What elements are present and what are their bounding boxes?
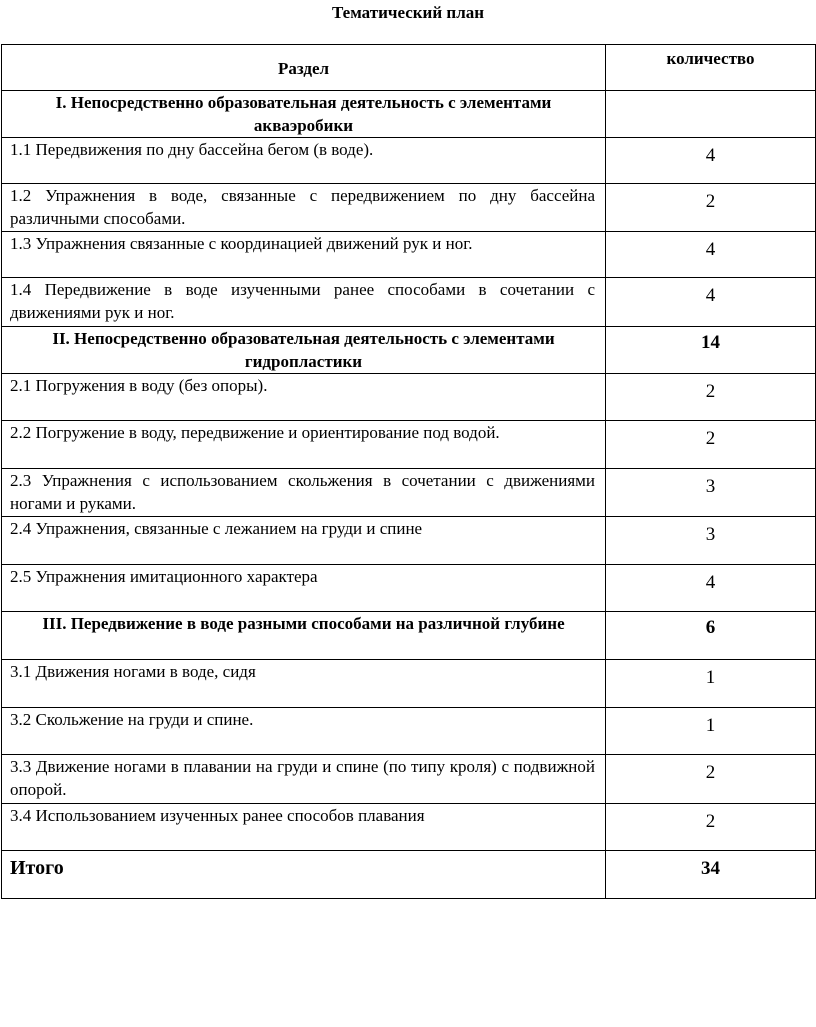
section-quantity: 6: [606, 612, 816, 660]
section-title: II. Непосредственно образовательная деятельность с элементами гидропластики: [2, 327, 606, 374]
section-row: [2, 327, 816, 374]
page-title: Тематический план: [331, 3, 485, 22]
section-title: I. Непосредственно образовательная деятельность с элементами акваэробики: [2, 91, 606, 138]
table-row: [2, 232, 816, 278]
item-text: 3.2 Скольжение на груди и спине.: [2, 708, 606, 755]
item-quantity: 3: [606, 469, 816, 517]
table-row: [2, 421, 816, 469]
thematic-plan-table: [1, 44, 816, 899]
section-row: [2, 91, 816, 138]
total-row: [2, 851, 816, 899]
table-row: [2, 804, 816, 851]
table-row: [2, 278, 816, 327]
table-row: [2, 708, 816, 755]
item-text: 1.4 Передвижение в воде изученными ранее способами в сочетании с движениями рук и ног.: [2, 278, 606, 327]
item-text: 2.4 Упражнения, связанные с лежанием на груди и спине: [2, 517, 606, 565]
item-text: 2.1 Погружения в воду (без опоры).: [2, 374, 606, 421]
table-row: [2, 565, 816, 612]
item-quantity: 2: [606, 421, 816, 469]
table-row: [2, 755, 816, 804]
item-quantity: 2: [606, 184, 816, 232]
table-row: [2, 469, 816, 517]
item-text: 2.5 Упражнения имитационного характера: [2, 565, 606, 612]
item-text: 3.3 Движение ногами в плавании на груди и спине (по типу кроля) с подвижной опорой.: [2, 755, 606, 804]
item-text: 1.1 Передвижения по дну бассейна бегом (в воде).: [2, 138, 606, 184]
item-text: 3.1 Движения ногами в воде, сидя: [2, 660, 606, 708]
item-quantity: 3: [606, 517, 816, 565]
section-quantity: 14: [606, 327, 816, 374]
item-quantity: 2: [606, 804, 816, 851]
table-row: [2, 184, 816, 232]
item-text: 3.4 Использованием изученных ранее способов плавания: [2, 804, 606, 851]
item-text: 1.2 Упражнения в воде, связанные с передвижением по дну бассейна различными способами.: [2, 184, 606, 232]
header-quantity-cell: количество: [606, 45, 816, 91]
table-row: [2, 517, 816, 565]
section-title: III. Передвижение в воде разными способами на различной глубине: [2, 612, 606, 660]
item-text: 2.2 Погружение в воду, передвижение и ориентирование под водой.: [2, 421, 606, 469]
section-quantity: [606, 91, 816, 138]
table-header-row: [2, 45, 816, 91]
item-quantity: 4: [606, 565, 816, 612]
item-quantity: 4: [606, 278, 816, 327]
total-label: Итого: [2, 851, 606, 899]
item-quantity: 2: [606, 374, 816, 421]
section-row: [2, 612, 816, 660]
item-quantity: 1: [606, 708, 816, 755]
header-section-cell: Раздел: [2, 45, 606, 91]
table-row: [2, 138, 816, 184]
item-quantity: 4: [606, 138, 816, 184]
item-quantity: 4: [606, 232, 816, 278]
total-value: 34: [606, 851, 816, 899]
item-text: 2.3 Упражнения с использованием скольжения в сочетании с движениями ногами и руками.: [2, 469, 606, 517]
item-quantity: 1: [606, 660, 816, 708]
item-quantity: 2: [606, 755, 816, 804]
item-text: 1.3 Упражнения связанные с координацией движений рук и ног.: [2, 232, 606, 278]
table-row: [2, 374, 816, 421]
table-row: [2, 660, 816, 708]
